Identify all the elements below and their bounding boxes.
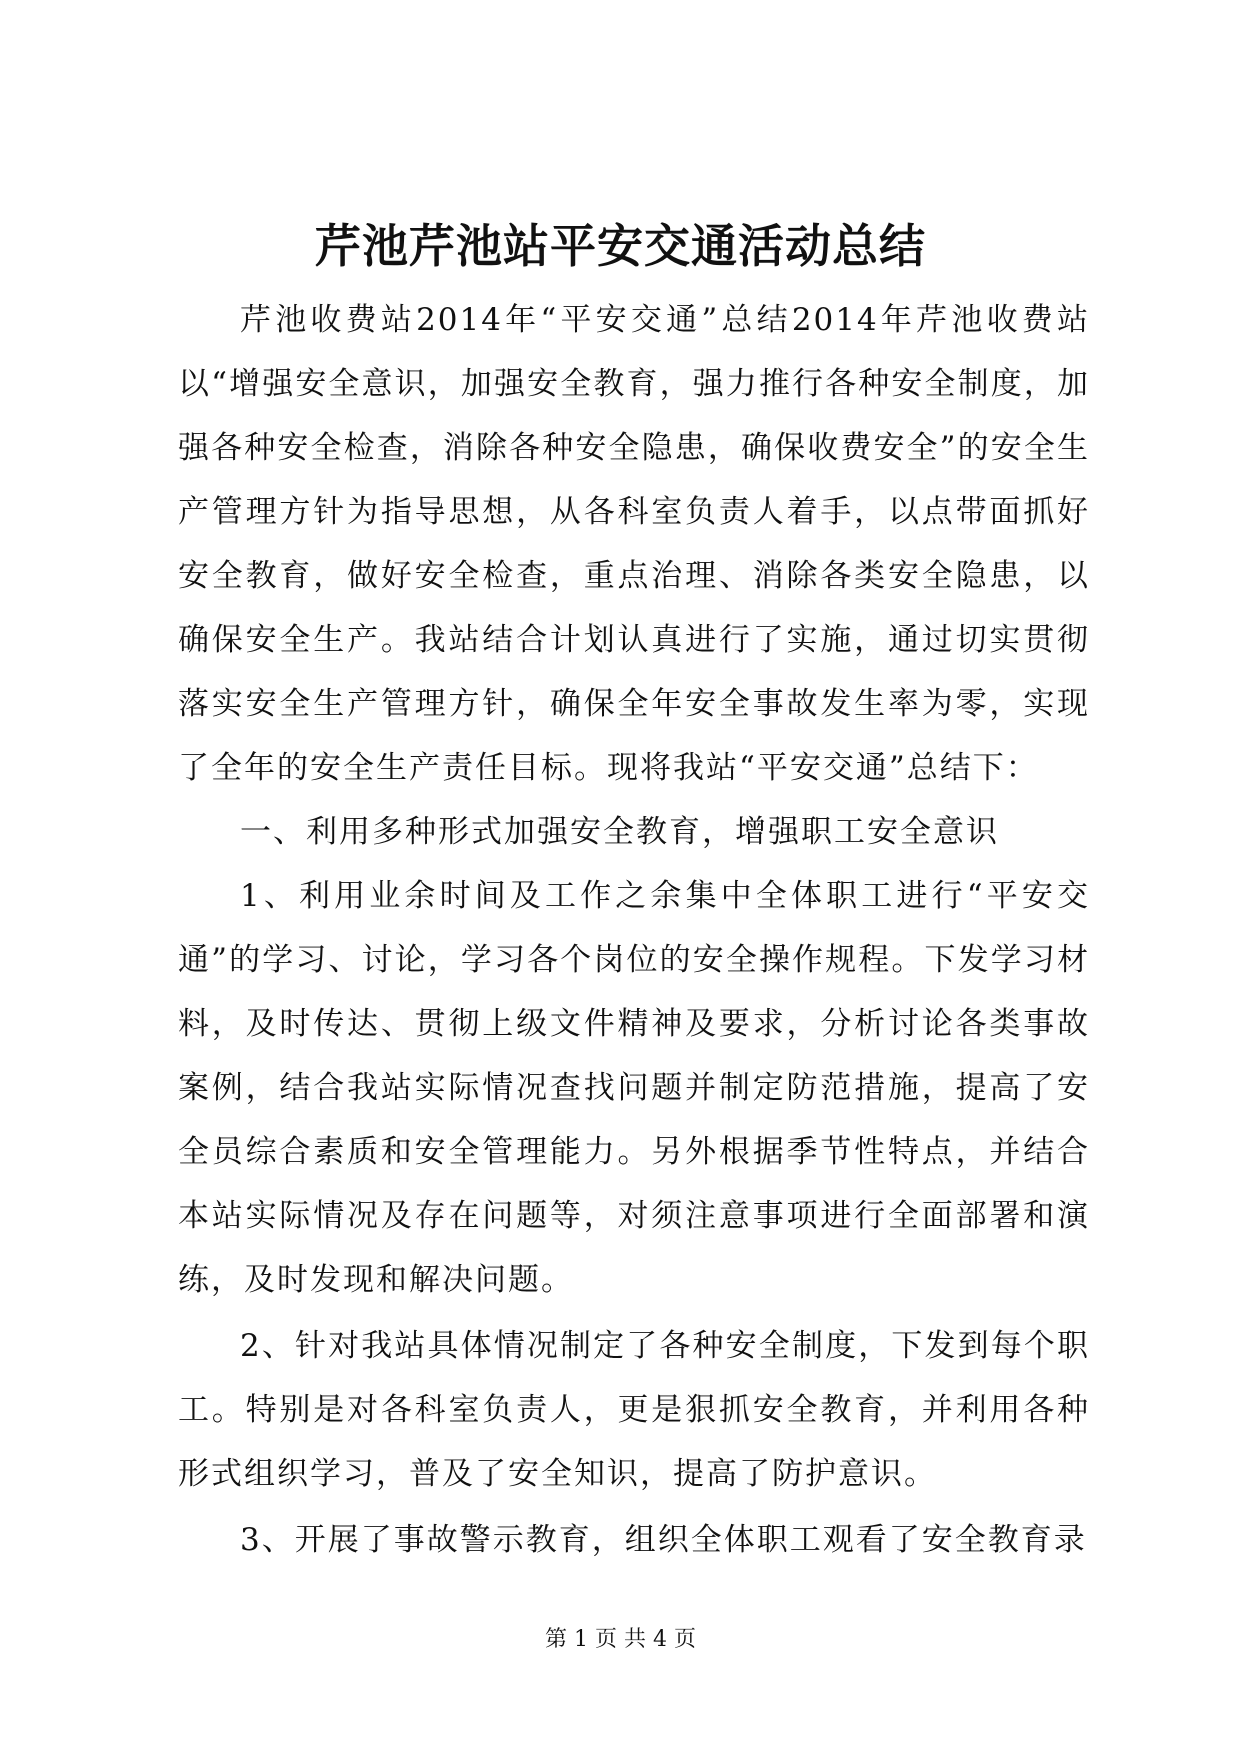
paragraph-item-3: 3、开展了事故警示教育，组织全体职工观看了安全教育录	[240, 1522, 1087, 1558]
paragraph-section-heading-1: 一、利用多种形式加强安全教育，增强职工安全意识	[240, 814, 999, 850]
page-number-footer: 第 1 页 共 4 页	[545, 1627, 696, 1652]
document-title: 芹池芹池站平安交通活动总结	[315, 219, 926, 273]
paragraph-item-1: 1、利用业余时间及工作之余集中全体职工进行“平安交通”的学习、讨论，学习各个岗位的安全操作规程。下发学习材料，及时传达、贯彻上级文件精神及要求，分析讨论各类事故案例，结合我站实际情况查找问题并制定防范措施，提高了安全员综合素质和安全管理能力。另外根据季节性特点，并结合本站实际情况及存在问题等，对须注意事项进行全面部署和演练，及时发现和解决问题。	[178, 878, 1090, 1298]
paragraph-item-2: 2、针对我站具体情况制定了各种安全制度，下发到每个职工。特别是对各科室负责人，更是狠抓安全教育，并利用各种形式组织学习，普及了安全知识，提高了防护意识。	[178, 1328, 1090, 1492]
document-body	[178, 288, 1090, 1572]
paragraph-intro: 芹池收费站2014年“平安交通”总结2014年芹池收费站以“增强安全意识，加强安全教育，强力推行各种安全制度，加强各种安全检查，消除各种安全隐患，确保收费安全”的安全生产管理方针为指导思想，从各科室负责人着手，以点带面抓好安全教育，做好安全检查，重点治理、消除各类安全隐患，以确保安全生产。我站结合计划认真进行了实施，通过切实贯彻落实安全生产管理方针，确保全年安全事故发生率为零，实现了全年的安全生产责任目标。现将我站“平安交通”总结下：	[178, 302, 1090, 786]
